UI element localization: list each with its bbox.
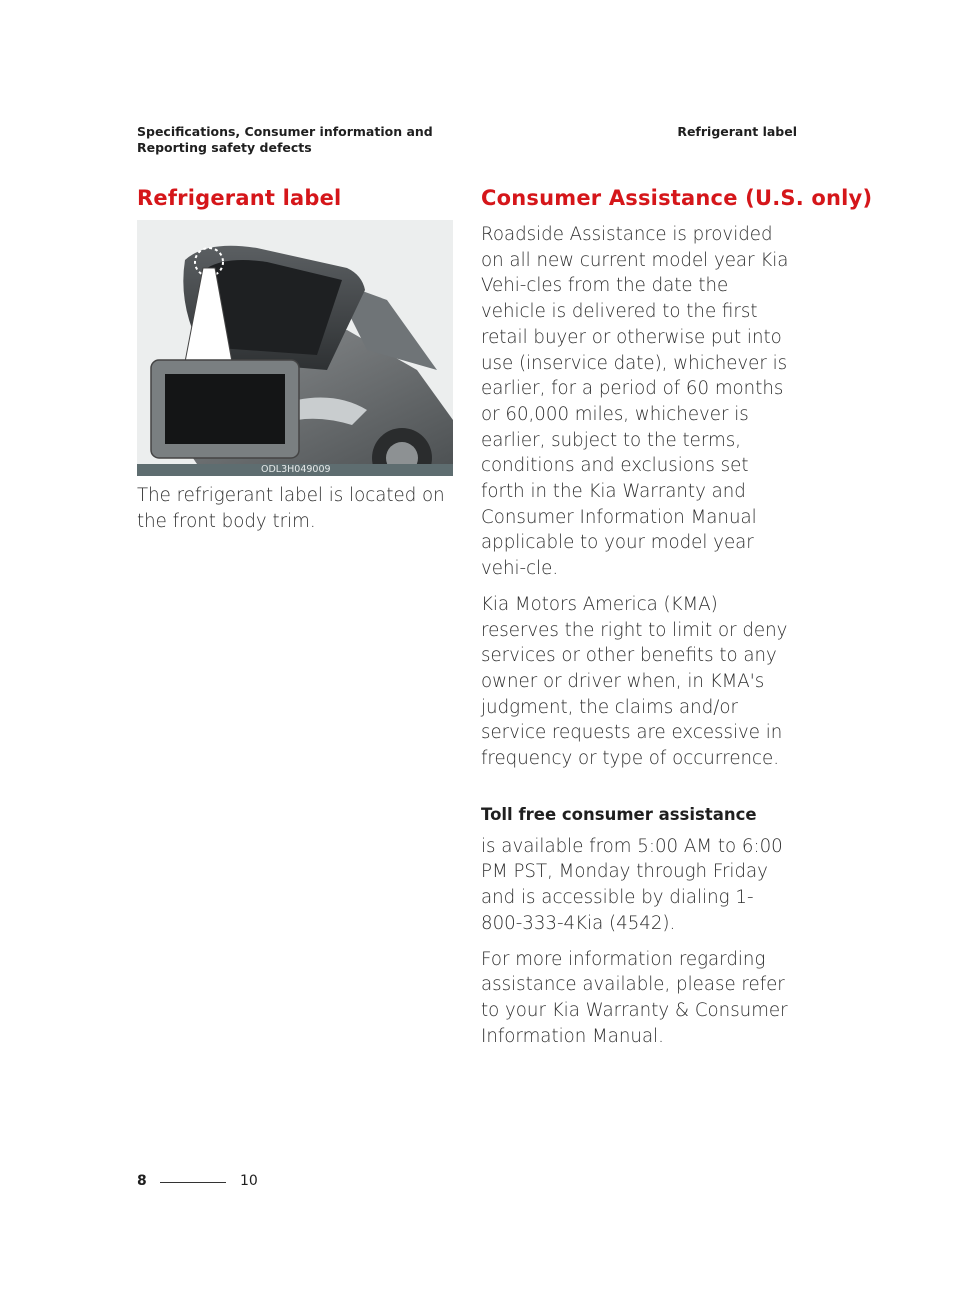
refrigerant-label-heading: Refrigerant label <box>137 186 342 210</box>
figure-code: ODL3H049009 <box>261 464 331 475</box>
car-hood-illustration <box>137 220 453 464</box>
paragraph-more-info: For more information regarding assistance available, please refer to your Kia Warranty & Consumer Information Manual. <box>481 948 788 1047</box>
refrigerant-label-figure <box>137 220 453 476</box>
toll-free-subheading: Toll free consumer assistance <box>481 804 757 824</box>
footer-divider <box>160 1182 226 1183</box>
running-header-line-2: Reporting safety defects <box>137 140 312 155</box>
paragraph-roadside: Roadside Assistance is provided on all new current model year Kia Vehi-cles from the date the vehicle is delivered to the first retail buyer or otherwise put into use (inservice date), whichever is earlier, for a period of 60 months or 60,000 miles, whichever is earlier, subject to the terms, conditions and exclusions set forth in the Kia Warranty and Consumer Information Manual applicable to your model year vehi-cle. <box>481 224 789 580</box>
paragraph-kma-reserves: Kia Motors America (KMA) reserves the right to limit or deny services or other benefits to any owner or driver when, in KMA's judgment, the claims and/or service requests are excessive in frequency or type of occurrence. <box>481 593 788 770</box>
running-header-section <box>137 124 467 156</box>
paragraph-availability: is available from 5:00 AM to 6:00 PM PST, Monday through Friday and is accessible by dialing 1-800-333-4Kia (4542). <box>481 835 783 934</box>
refrigerant-caption: The refrigerant label is located on the front body trim. <box>137 485 445 532</box>
consumer-assistance-heading: Consumer Assistance (U.S. only) <box>481 186 873 210</box>
footer-page-number: 10 <box>240 1173 258 1189</box>
figure-code-band <box>137 464 453 476</box>
running-header-line-1: Specifications, Consumer information and <box>137 124 433 139</box>
running-header-topic: Refrigerant label <box>677 124 797 139</box>
footer-section-number: 8 <box>137 1173 147 1189</box>
consumer-assistance-body <box>481 222 793 1059</box>
